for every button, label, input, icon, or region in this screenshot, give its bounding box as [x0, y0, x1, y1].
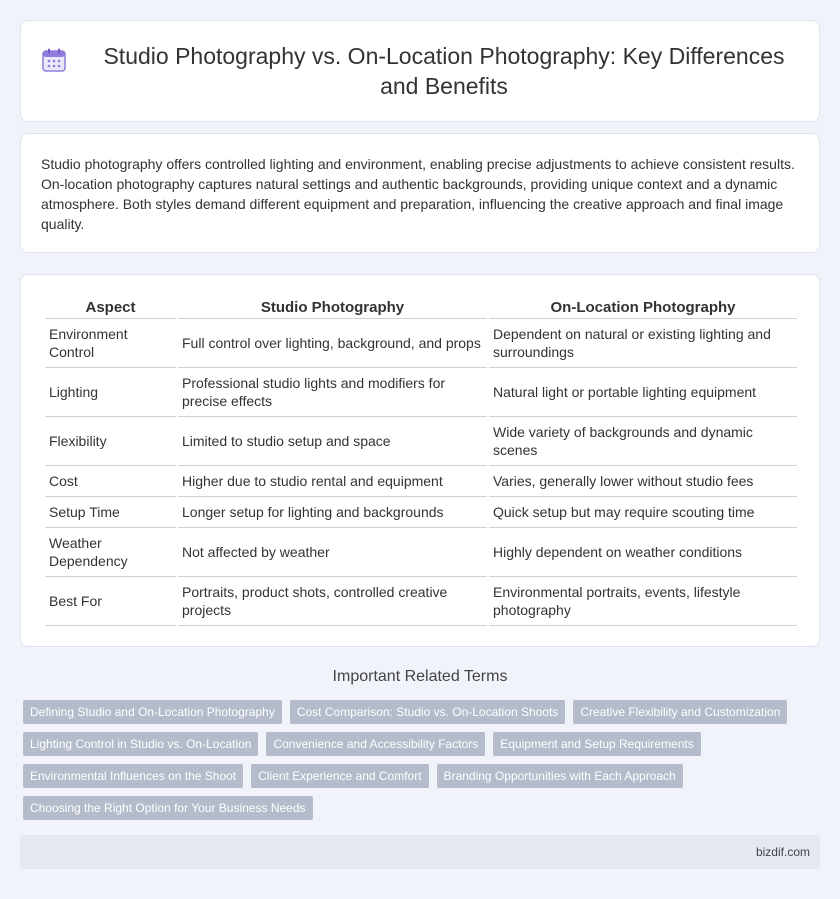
calendar-icon: [41, 47, 67, 73]
cell-aspect: Environment Control: [45, 319, 176, 368]
related-term-tag[interactable]: Lighting Control in Studio vs. On-Location: [23, 732, 258, 756]
table-row: [45, 528, 797, 577]
header-location: On-Location Photography: [489, 295, 797, 319]
cell-studio: Longer setup for lighting and backgrounds: [178, 497, 487, 528]
cell-location: Environmental portraits, events, lifestyle photography: [489, 577, 797, 626]
footer-site-link[interactable]: bizdif.com: [755, 845, 810, 859]
cell-aspect: Setup Time: [45, 497, 176, 528]
related-term-tag[interactable]: Cost Comparison: Studio vs. On-Location Shoots: [290, 700, 565, 724]
cell-location: Wide variety of backgrounds and dynamic scenes: [489, 417, 797, 466]
cell-location: Natural light or portable lighting equipment: [489, 368, 797, 417]
cell-aspect: Cost: [45, 466, 176, 497]
related-term-tag[interactable]: Client Experience and Comfort: [251, 764, 428, 788]
related-terms-list: [23, 700, 813, 828]
cell-aspect: Lighting: [45, 368, 176, 417]
table-row: [45, 466, 797, 497]
cell-studio: Higher due to studio rental and equipment: [178, 466, 487, 497]
related-term-tag[interactable]: Environmental Influences on the Shoot: [23, 764, 243, 788]
comparison-table: [43, 295, 799, 626]
footer: [20, 835, 820, 869]
cell-location: Varies, generally lower without studio fees: [489, 466, 797, 497]
cell-studio: Full control over lighting, background, and props: [178, 319, 487, 368]
table-row: [45, 497, 797, 528]
related-term-tag[interactable]: Branding Opportunities with Each Approach: [437, 764, 683, 788]
cell-studio: Not affected by weather: [178, 528, 487, 577]
header-studio: Studio Photography: [178, 295, 487, 319]
cell-studio: Limited to studio setup and space: [178, 417, 487, 466]
cell-studio: Professional studio lights and modifiers for precise effects: [178, 368, 487, 417]
comparison-table-card: [20, 274, 820, 647]
cell-aspect: Weather Dependency: [45, 528, 176, 577]
related-term-tag[interactable]: Creative Flexibility and Customization: [573, 700, 787, 724]
table-row: [45, 319, 797, 368]
related-term-tag[interactable]: Convenience and Accessibility Factors: [266, 732, 485, 756]
intro-card: [20, 133, 820, 253]
table-header-row: [45, 295, 797, 319]
header-aspect: Aspect: [45, 295, 176, 319]
related-term-tag[interactable]: Equipment and Setup Requirements: [493, 732, 700, 756]
table-row: [45, 577, 797, 626]
cell-location: Highly dependent on weather conditions: [489, 528, 797, 577]
cell-aspect: Flexibility: [45, 417, 176, 466]
cell-location: Quick setup but may require scouting time: [489, 497, 797, 528]
cell-location: Dependent on natural or existing lighting and surroundings: [489, 319, 797, 368]
intro-text: Studio photography offers controlled lighting and environment, enabling precise adjustments to achieve consistent results. On-location photography captures natural settings and authentic backgrounds, providing unique context and a dynamic atmosphere. Both styles demand different equipment and preparation, influencing the creative approach and final image quality.: [41, 156, 795, 232]
page-title: Studio Photography vs. On-Location Photography: Key Differences and Benefits: [103, 43, 785, 99]
cell-aspect: Best For: [45, 577, 176, 626]
table-row: [45, 417, 797, 466]
related-terms-title: Important Related Terms: [332, 668, 508, 685]
cell-studio: Portraits, product shots, controlled creative projects: [178, 577, 487, 626]
related-term-tag[interactable]: Choosing the Right Option for Your Business Needs: [23, 796, 313, 820]
related-term-tag[interactable]: Defining Studio and On-Location Photography: [23, 700, 282, 724]
table-row: [45, 368, 797, 417]
header-card: [20, 20, 820, 122]
